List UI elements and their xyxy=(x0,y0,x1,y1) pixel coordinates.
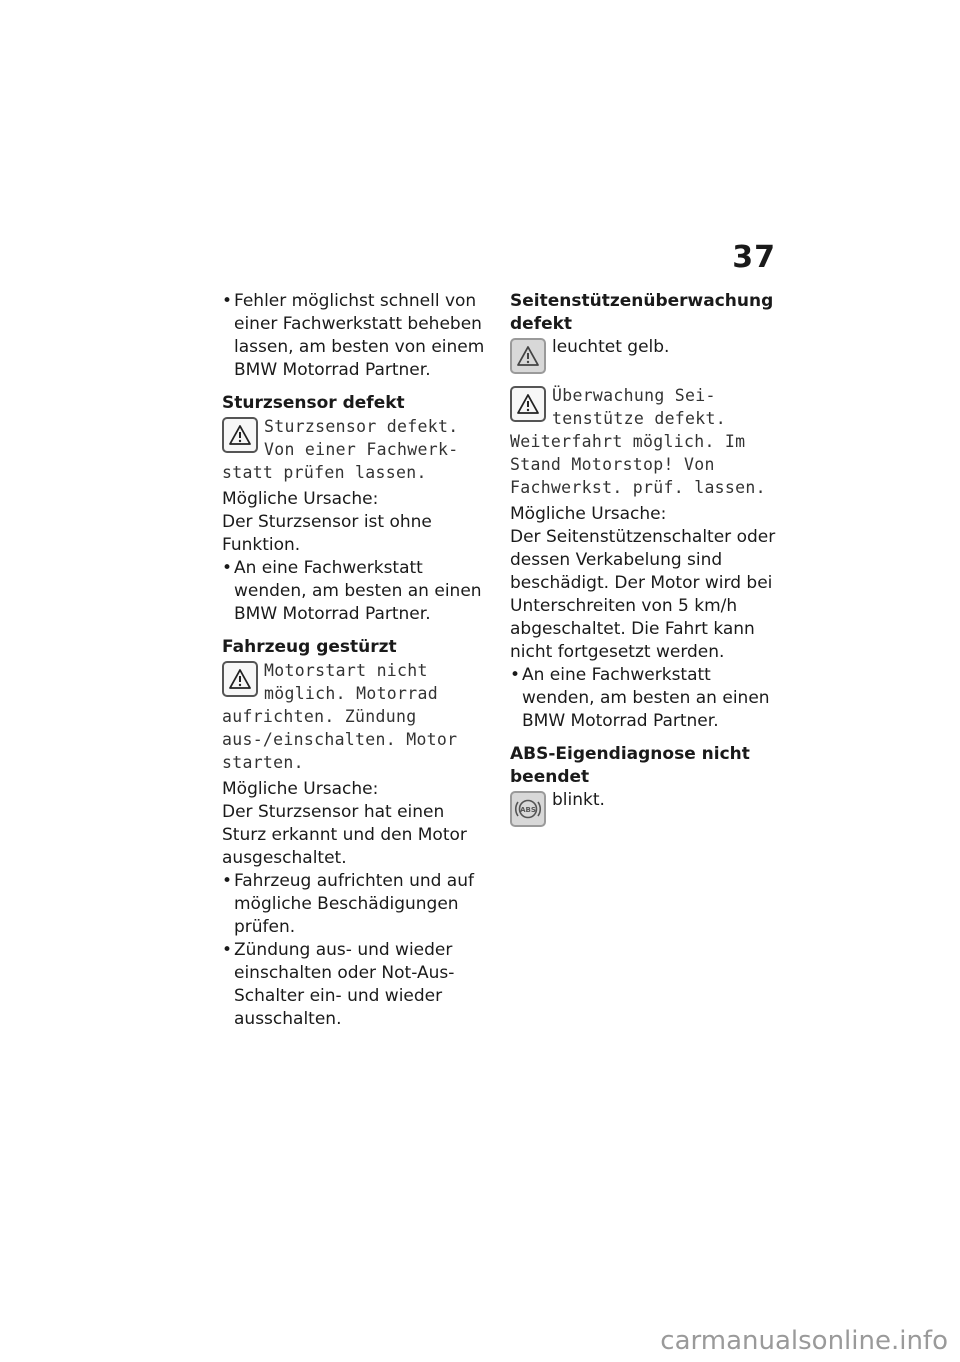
indicator-text: leuchtet gelb. xyxy=(552,337,670,357)
display-message-seitenstuetze xyxy=(510,384,780,499)
right-column xyxy=(510,290,780,827)
heading-sturzsensor-defekt: Sturzsensor defekt xyxy=(222,393,405,413)
heading-abs-eigendiagnose: ABS-Eigendiagnose nicht beendet xyxy=(510,744,750,787)
message-rest: Weiterfahrt möglich. Im Stand Motorstop! Von Fachwerkst. prüf. lassen. xyxy=(510,432,766,497)
list-item: • Fahrzeug aufrichten und auf mögliche Beschädigungen prüfen. xyxy=(222,870,492,939)
abs-icon xyxy=(510,791,546,827)
list-item: • An eine Fachwerkstatt wenden, am besten an einen BMW Motorrad Partner. xyxy=(222,557,492,626)
warning-triangle-icon xyxy=(510,386,546,422)
warning-triangle-icon xyxy=(222,661,258,697)
cause-label: Mögliche Ursache: xyxy=(510,504,667,524)
left-column xyxy=(222,290,492,1031)
display-message-sturzsensor xyxy=(222,415,492,484)
message-rest: statt prüfen lassen. xyxy=(222,463,427,482)
list-item: • Zündung aus- und wieder einschalten oder Not-Aus-Schalter ein- und wieder ausschalten. xyxy=(222,939,492,1031)
cause-label: Mögliche Ursache: xyxy=(222,779,379,799)
message-rest: aufrichten. Zündung aus-/einschalten. Motor starten. xyxy=(222,707,458,772)
page-number: 37 xyxy=(732,240,776,275)
cause-text: Der Sturzsensor ist ohne Funktion. xyxy=(222,512,432,555)
cause-label: Mögliche Ursache: xyxy=(222,489,379,509)
message-line-1: Überwachung Sei- xyxy=(552,386,716,405)
cause-text: Der Seitenstützenschalter oder dessen Verkabelung sind beschädigt. Der Motor wird bei Unterschreiten von 5 km/h abgeschaltet. Die Fahrt kann nicht fortgesetzt werden. xyxy=(510,527,776,662)
message-line-1: Sturzsensor defekt. xyxy=(264,417,459,436)
message-line-1: Motorstart nicht xyxy=(264,661,428,680)
message-line-2: Von einer Fachwerk- xyxy=(264,440,459,459)
message-line-2: möglich. Motorrad xyxy=(264,684,438,703)
abs-icon-label: ABS xyxy=(520,806,536,814)
heading-seitenstuetze: Seitenstützenüberwachung defekt xyxy=(510,291,774,334)
intro-bullet: • Fehler möglichst schnell von einer Fachwerkstatt beheben lassen, am besten von einem BMW Motorrad Partner. xyxy=(222,290,492,382)
warning-triangle-icon xyxy=(222,417,258,453)
warning-triangle-icon xyxy=(510,338,546,374)
indicator-text: blinkt. xyxy=(552,790,605,810)
watermark: carmanualsonline.info xyxy=(660,1326,948,1356)
cause-text: Der Sturzsensor hat einen Sturz erkannt und den Motor ausgeschaltet. xyxy=(222,802,467,868)
message-line-2: tenstütze defekt. xyxy=(552,409,726,428)
heading-fahrzeug-gestuerzt: Fahrzeug gestürzt xyxy=(222,637,397,657)
display-message-gestuerzt xyxy=(222,659,492,774)
indicator-row xyxy=(510,336,780,374)
indicator-row xyxy=(510,789,780,827)
list-item: • An eine Fachwerkstatt wenden, am besten an einen BMW Motorrad Partner. xyxy=(510,664,780,733)
